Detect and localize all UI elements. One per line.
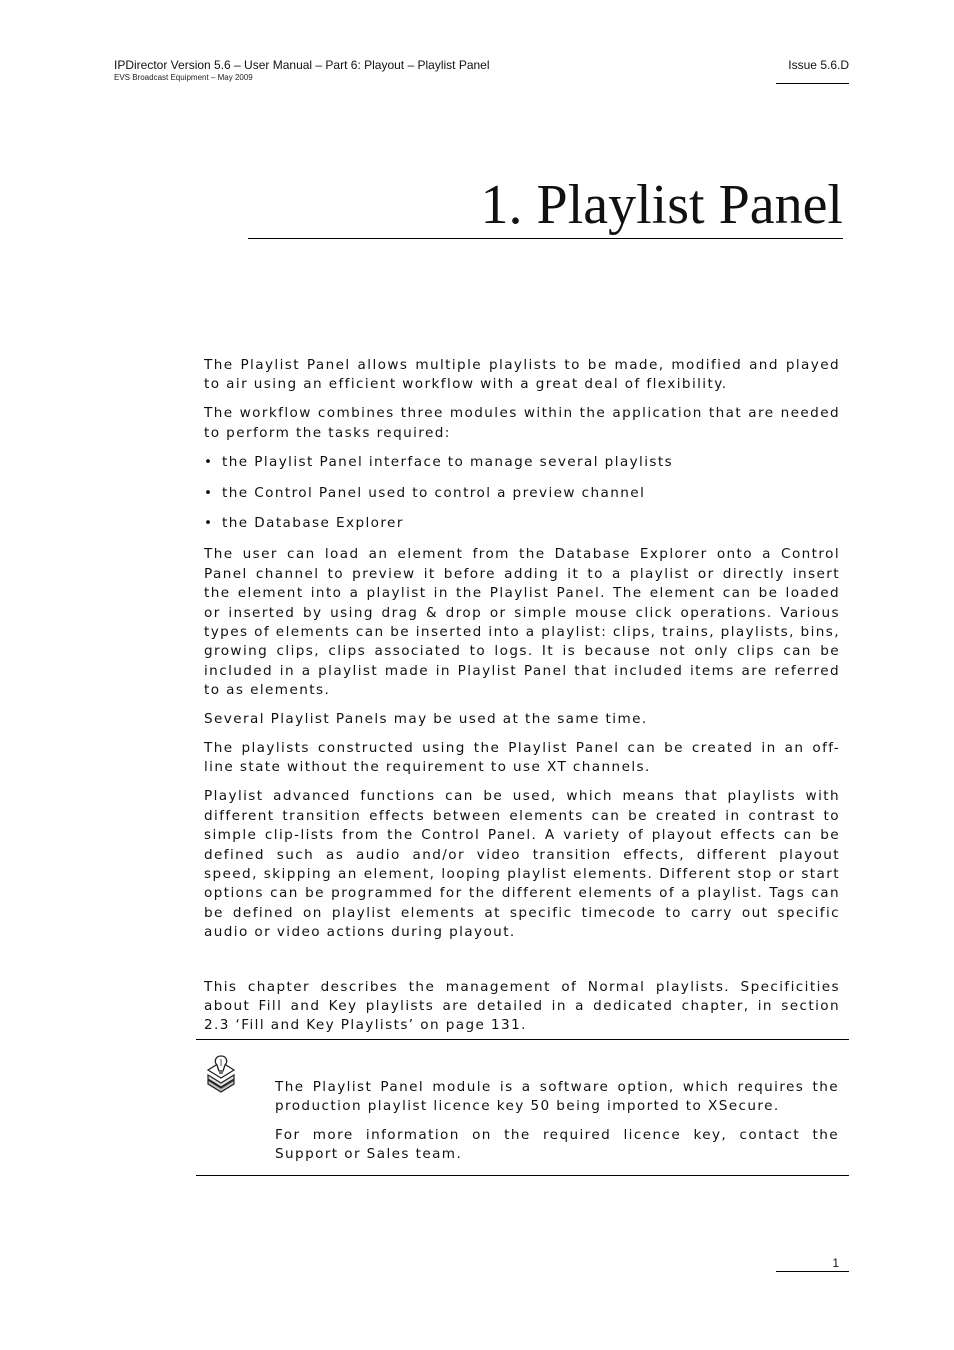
list-item-text: the Control Panel used to control a preview channel [222, 484, 646, 501]
chapter-scope-paragraph: This chapter describes the management of Normal playlists. Specificities about Fill and Key playlists are detailed in a dedicated chapter, in section 2.3 ‘Fill and Key Playlists’ on page 131. [204, 978, 840, 1034]
header-title: IPDirector Version 5.6 – User Manual – Part 6: Playout – Playlist Panel [114, 58, 490, 72]
chapter-title: 1. Playlist Panel [248, 172, 843, 239]
page-number: 1 [776, 1256, 849, 1272]
list-item [204, 514, 840, 533]
module-list [204, 453, 840, 534]
body-paragraph: Several Playlist Panels may be used at the same time. [204, 711, 648, 728]
intro-paragraph: The Playlist Panel allows multiple playlists to be made, modified and played to air using an efficient workflow with a great deal of flexibility. [204, 357, 840, 393]
list-item-text: the Database Explorer [222, 515, 404, 532]
body-paragraph: Playlist advanced functions can be used, which means that playlists with different transition effects between elements can be created in contrast to simple clip-lists from the Control Panel. A variety of playout effects can be defined such as audio and/or video transition effects, different playout speed, skipping an element, looping playlist elements. Different stop or start options can be programmed for the different elements of a playlist. Tags can be defined on playlist elements at specific timecode to carry out specific audio or video actions during playout. [204, 788, 840, 941]
list-item [204, 484, 840, 503]
header-issue: Issue 5.6.D [776, 58, 849, 84]
list-item-text: the Playlist Panel interface to manage several playlists [222, 453, 674, 470]
bullet-icon: • [204, 484, 214, 501]
body-paragraph: The playlists constructed using the Playlist Panel can be created in an off-line state without the requirement to use XT channels. [204, 740, 840, 776]
intro-paragraph: The workflow combines three modules within the application that are needed to perform the tasks required: [204, 405, 840, 441]
note-paragraph: The Playlist Panel module is a software option, which requires the production playlist licence key 50 being imported to XSecure. [275, 1079, 839, 1115]
body-paragraph: The user can load an element from the Database Explorer onto a Control Panel channel to preview it before adding it to a playlist or directly insert the element into a playlist in the Playlist Panel. The element can be loaded or inserted by using drag & drop or simple mouse click operations. Various types of elements can be inserted into a playlist: clips, trains, playlists, bins, growing clips, clips associated to logs. It is because not only clips can be included in a playlist made in Playlist Panel that included items are referred to as elements. [204, 546, 840, 699]
list-item [204, 453, 840, 472]
header-subtitle: EVS Broadcast Equipment – May 2009 [114, 73, 253, 82]
bullet-icon: • [204, 515, 214, 532]
bullet-icon: • [204, 453, 214, 470]
note-box [196, 1039, 849, 1176]
page-header [114, 58, 490, 83]
note-text [275, 1078, 839, 1174]
note-paragraph: For more information on the required licence key, contact the Support or Sales team. [275, 1126, 839, 1163]
note-icon [204, 1054, 238, 1094]
chapter-body [204, 356, 840, 1045]
